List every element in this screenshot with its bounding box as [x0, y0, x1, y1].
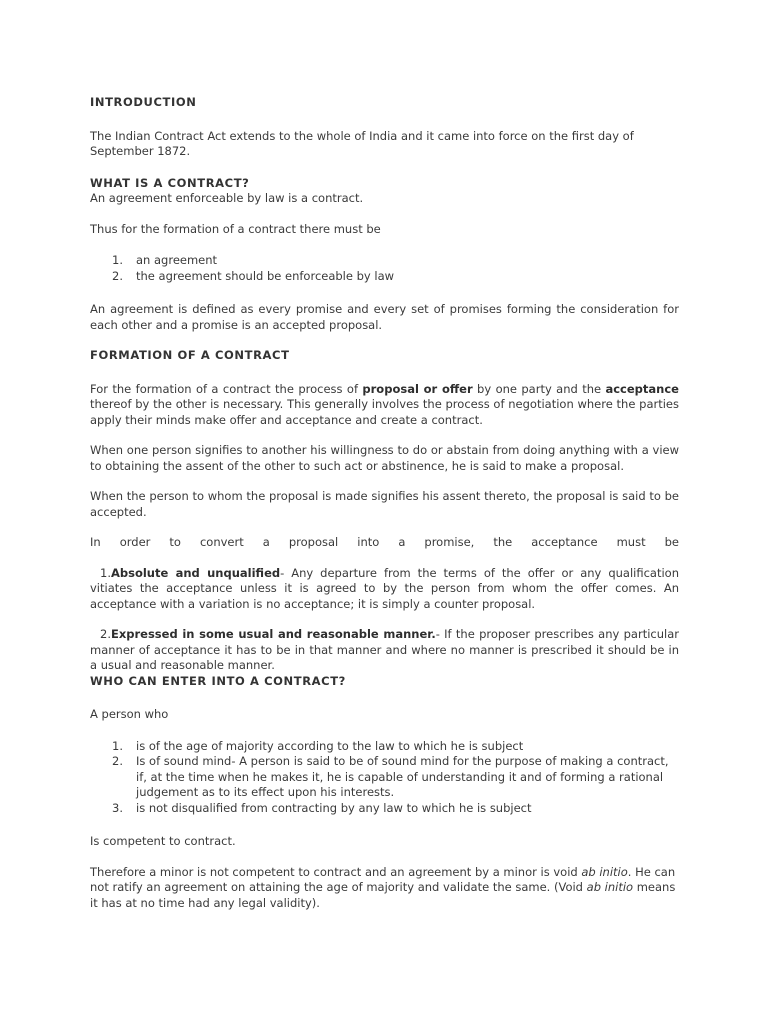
- person-who-intro: A person who: [90, 707, 169, 721]
- introduction-paragraph: The Indian Contract Act extends to the whole of India and it came into force on the first day of September 1872.: [90, 128, 634, 158]
- competent-statement: Is competent to contract.: [90, 834, 236, 848]
- list-item: 1. is of the age of majority according to the law to which he is subject: [112, 738, 524, 753]
- document-content: [90, 95, 679, 911]
- list-item: 3. is not disqualified from contracting by any law to which he is subject: [112, 800, 532, 815]
- minor-paragraph: Therefore a minor is not competent to contract and an agreement by a minor is void ab initio. He can not ratify an agreement on attaining the age of majority and validate the same. (Void ab initio means it has at no time had any legal validity).: [90, 864, 676, 910]
- acceptance-rule-2: 2.Expressed in some usual and reasonable manner.- If the proposer prescribes any particular manner of acceptance it has to be in that manner and where no manner is prescribed it should be in a usual and reasonable manner.: [90, 627, 679, 672]
- list-item: 2. Is of sound mind- A person is said to be of sound mind for the purpose of making a contract, if, at the time when he makes it, he is capable of understanding it and of forming a rational judgement as to its effect upon his interests.: [112, 754, 669, 799]
- acceptance-conditions-intro: In order to convert a proposal into a promise, the acceptance must be: [90, 535, 679, 549]
- acceptance-rule-1: 1.Absolute and unqualified- Any departure from the terms of the offer or any qualification vitiates the acceptance unless it is agreed to by the person from whom the offer comes. An acceptance with a variation is no acceptance; it is simply a counter proposal.: [90, 565, 679, 611]
- list-item: 1. an agreement: [112, 253, 218, 267]
- requirements-list: [90, 253, 679, 284]
- list-item: 2. the agreement should be enforceable by law: [112, 268, 395, 283]
- introduction-heading: INTRODUCTION: [90, 95, 197, 109]
- what-is-contract-heading: WHAT IS A CONTRACT?: [90, 175, 250, 190]
- acceptance-definition: When the person to whom the proposal is made signifies his assent thereto, the proposal is said to be accepted.: [90, 489, 679, 519]
- formation-paragraph: For the formation of a contract the process of proposal or offer by one party and the acceptance thereof by the other is necessary. This generally involves the process of negotiation where the parties apply their minds make offer and acceptance and create a contract.: [90, 381, 679, 427]
- formation-heading: FORMATION OF A CONTRACT: [90, 348, 290, 362]
- contract-definition: An agreement enforceable by law is a contract.: [90, 191, 364, 205]
- agreement-definition: An agreement is defined as every promise and every set of promises forming the consideration for each other and a promise is an accepted proposal.: [90, 302, 679, 332]
- competency-list: [90, 739, 679, 817]
- who-can-enter-heading: WHO CAN ENTER INTO A CONTRACT?: [90, 673, 346, 688]
- proposal-definition: When one person signifies to another his willingness to do or abstain from doing anything with a view to obtaining the assent of the other to such act or abstinence, he is said to make a proposal.: [90, 443, 679, 473]
- formation-requirements-intro: Thus for the formation of a contract there must be: [90, 221, 381, 236]
